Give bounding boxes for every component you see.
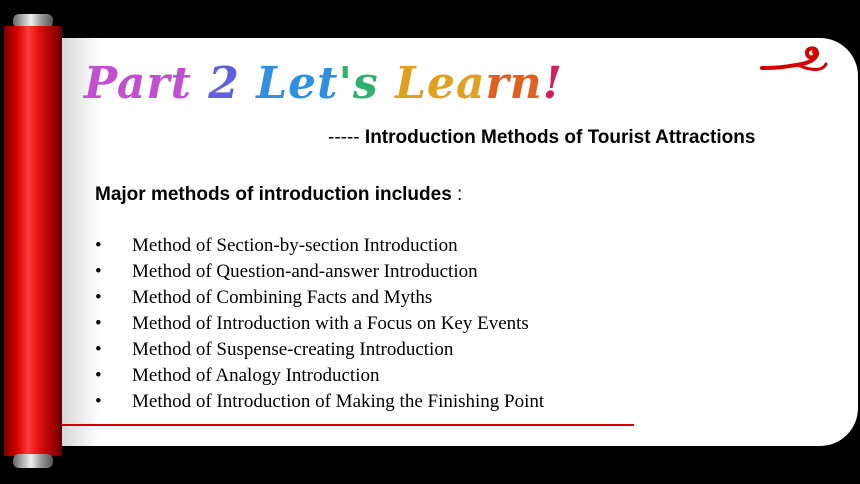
method-text: Method of Section-by-section Introduction (132, 235, 458, 256)
roller-body (4, 26, 62, 456)
title-part-3: Let (256, 58, 339, 109)
bullet-icon: • (95, 235, 102, 256)
title-part-4: 's (338, 58, 396, 109)
method-text: Method of Question-and-answer Introduction (132, 261, 478, 282)
divider-line (62, 424, 634, 426)
list-item (95, 233, 544, 259)
bullet-icon: • (95, 261, 102, 282)
list-item (95, 285, 544, 311)
heading-text: Major methods of introduction includes (95, 184, 452, 205)
method-list (95, 233, 544, 415)
bullet-icon: • (95, 313, 102, 334)
method-text: Method of Combining Facts and Myths (132, 287, 433, 308)
heading-colon: : (451, 184, 463, 205)
title-part-2: 2 (208, 58, 257, 109)
roller-cap-bottom (13, 454, 53, 468)
list-item (95, 311, 544, 337)
slide-subtitle (328, 127, 755, 149)
bullet-icon: • (95, 391, 102, 412)
method-text: Method of Introduction of Making the Finishing Point (132, 391, 545, 412)
slide-title (84, 58, 563, 109)
method-text: Method of Suspense-creating Introduction (132, 339, 454, 360)
title-part-1: Part (84, 58, 209, 109)
title-part-6: rn (485, 58, 543, 109)
list-item (95, 337, 544, 363)
method-text: Method of Analogy Introduction (132, 365, 380, 386)
scroll-roller-icon (4, 14, 62, 468)
bullet-icon: • (95, 287, 102, 308)
list-item (95, 259, 544, 285)
subtitle-dashes: ----- (328, 127, 360, 148)
bullet-icon: • (95, 339, 102, 360)
subtitle-text: Introduction Methods of Tourist Attractions (364, 127, 756, 148)
list-item (95, 389, 544, 415)
title-part-7: ! (542, 58, 563, 109)
list-item (95, 363, 544, 389)
section-heading (95, 184, 462, 206)
bullet-icon: • (95, 365, 102, 386)
method-text: Method of Introduction with a Focus on Key Events (132, 313, 529, 334)
title-part-5: Lea (395, 58, 486, 109)
swirl-ornament-icon (760, 46, 830, 86)
